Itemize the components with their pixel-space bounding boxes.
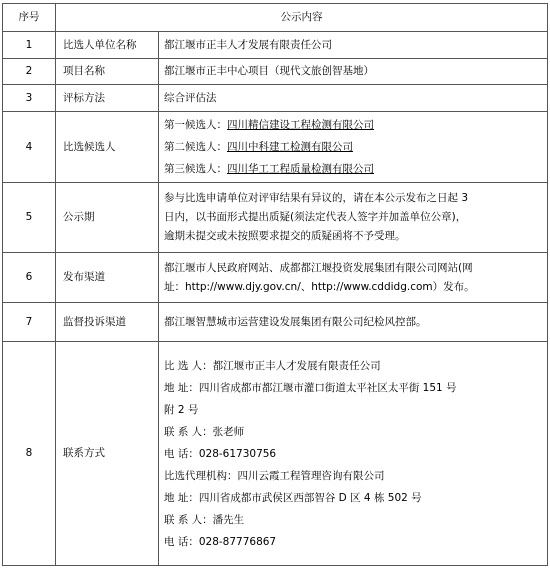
row-label: 发布渠道	[56, 253, 159, 303]
row-number: 1	[3, 32, 56, 59]
row-label: 比选候选人	[56, 112, 159, 183]
row-label: 评标方法	[56, 85, 159, 112]
table-row	[3, 112, 548, 183]
row-number: 7	[3, 303, 56, 342]
text-line: 联 系 人：潘先生	[164, 513, 245, 526]
table-row	[3, 59, 548, 85]
text-line: 参与比选申请单位对评审结果有异议的，请在本公示发布之日起 3	[164, 192, 469, 204]
text-line: 地 址：四川省成都市都江堰市灌口街道太平社区太平街 151 号	[164, 381, 457, 394]
text-line: 址：http://www.djy.gov.cn/、http://www.cddidg.com）发布。	[164, 280, 475, 293]
row-label: 比选人单位名称	[56, 32, 159, 59]
announcement-table	[2, 3, 548, 566]
text-line: 逾期未提交或未按照要求提交的质疑函将不予受理。	[164, 230, 406, 242]
row-value	[159, 183, 548, 253]
row-value: 都江堰智慧城市运营建设发展集团有限公司纪检风控部。	[159, 303, 548, 342]
row-number: 8	[3, 342, 56, 566]
table-row	[3, 342, 548, 566]
row-number: 5	[3, 183, 56, 253]
candidate-name: 四川中科建工检测有限公司	[227, 141, 353, 153]
text-line: 附 2 号	[164, 403, 199, 416]
row-label: 项目名称	[56, 59, 159, 85]
candidate-item: 第二候选人：四川中科建工检测有限公司	[164, 141, 353, 153]
row-value: 综合评估法	[159, 85, 548, 112]
row-number: 3	[3, 85, 56, 112]
table-row	[3, 32, 548, 59]
text-line: 电 话：028-87776867	[164, 535, 277, 548]
text-line: 电 话：028-61730756	[164, 447, 277, 460]
header-content: 公示内容	[56, 4, 548, 32]
candidate-item: 第一候选人：四川精信建设工程检测有限公司	[164, 119, 374, 131]
table-row	[3, 85, 548, 112]
candidates-list	[159, 112, 548, 183]
table-header-row	[3, 4, 548, 32]
row-number: 4	[3, 112, 56, 183]
candidate-name: 四川华工工程质量检测有限公司	[227, 163, 374, 175]
text-line: 联 系 人：张老师	[164, 425, 245, 438]
row-value: 都江堰市正丰人才发展有限责任公司	[159, 32, 548, 59]
row-number: 6	[3, 253, 56, 303]
text-line: 都江堰市人民政府网站、成都都江堰投资发展集团有限公司网站(网	[164, 261, 473, 274]
contact-details	[159, 342, 548, 566]
table-row	[3, 303, 548, 342]
row-number: 2	[3, 59, 56, 85]
candidate-name: 四川精信建设工程检测有限公司	[227, 119, 374, 131]
row-label: 监督投诉渠道	[56, 303, 159, 342]
table-row	[3, 253, 548, 303]
text-line: 日内，以书面形式提出质疑(须法定代表人签字并加盖单位公章)，	[164, 211, 467, 223]
row-label: 公示期	[56, 183, 159, 253]
candidate-item: 第三候选人：四川华工工程质量检测有限公司	[164, 163, 374, 175]
text-line: 比选代理机构：四川云霞工程管理咨询有限公司	[164, 469, 385, 482]
table-row	[3, 183, 548, 253]
row-value	[159, 253, 548, 303]
header-no: 序号	[3, 4, 56, 32]
text-line: 地 址：四川省成都市武侯区西部智谷 D 区 4 栋 502 号	[164, 491, 422, 504]
text-line: 比 选 人：都江堰市正丰人才发展有限责任公司	[164, 359, 381, 372]
row-label: 联系方式	[56, 342, 159, 566]
row-value: 都江堰市正丰中心项目（现代文旅创智基地）	[159, 59, 548, 85]
